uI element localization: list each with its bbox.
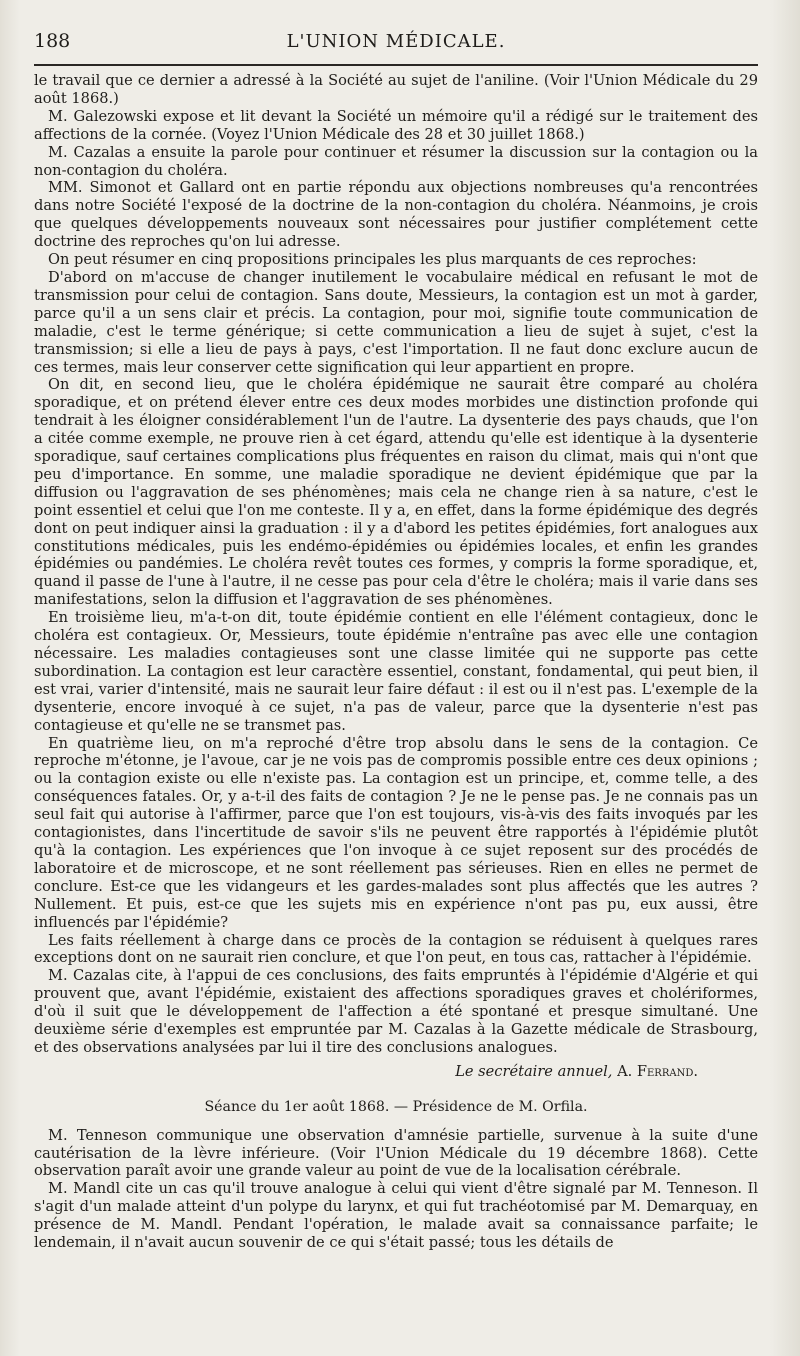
paragraph: Les faits réellement à charge dans ce procès de la contagion se réduisent à quelques rares exceptions dont on ne saurait rien conclure, et que l'on peut, en tous cas, rattacher à l'épidémie. <box>34 931 758 967</box>
paragraph: On dit, en second lieu, que le choléra épidémique ne saurait être comparé au choléra sporadique, et on prétend élever entre ces deux modes morbides une distinction profonde qui tendrait à les éloigner considérablement l'un de l'autre. La dysenterie des pays chauds, que l'on a citée comme exemple, ne prouve rien à cet égard, attendu qu'elle est identique à la dysenterie sporadique, sauf certaines complications plus fréquentes en raison du climat, mais qui n'ont que peu d'importance. En somme, une maladie sporadique ne devient épidémique que par la diffusion ou l'aggravation de ses phénomènes; mais cela ne change rien à sa nature, c'est le point essentiel et celui que l'on me conteste. Il y a, en effet, dans la forme épidémique des degrés dont on peut indiquer ainsi la graduation : il y a d'abord les petites épidémies, fort analogues aux constitutions médicales, puis les endémo-épidémies ou épidémies locales, et enfin les grandes épidémies ou pandémies. Le choléra revêt toutes ces formes, y compris la forme sporadique, et, quand il passe de l'une à l'autre, il ne cesse pas pour cela d'être le choléra; mais il varie dans ses manifestations, selon la diffusion et l'aggravation de ses phénomènes. <box>34 376 758 609</box>
session-heading: Séance du 1er août 1868. — Présidence de M. Orfila. <box>204 1098 588 1115</box>
paragraph: MM. Simonot et Gallard ont en partie répondu aux objections nombreuses qu'a rencontrées dans notre Société l'exposé de la doctrine de la non-contagion du choléra. Néanmoins, je crois que quelques développements nouveaux sont nécessaires pour justifier complétement cette doctrine des reproches qu'on lui adresse. <box>34 179 758 251</box>
header-rule <box>34 64 758 66</box>
paragraph: le travail que ce dernier a adressé à la Société au sujet de l'aniline. (Voir l'Union Médicale du 29 août 1868.) <box>34 72 758 107</box>
paragraph: On peut résumer en cinq propositions principales les plus marquants de ces reproches: <box>48 251 697 269</box>
signature <box>34 1063 758 1081</box>
running-title: L'UNION MÉDICALE. <box>286 31 506 52</box>
signature-role: Le secrétaire annuel, <box>455 1062 613 1080</box>
page-number: 188 <box>34 30 71 52</box>
paragraph: M. Cazalas a ensuite la parole pour continuer et résumer la discussion sur la contagion ou la non-contagion du choléra. <box>34 143 758 179</box>
paragraph: M. Tenneson communique une observation d'amnésie partielle, survenue à la suite d'une cautérisation de la lèvre inférieure. (Voir l'Union Médicale du 19 décembre 1868). Cette observation paraît avoir une grande valeur au point de vue de la localisation cérébrale. <box>34 1126 758 1180</box>
paragraph: D'abord on m'accuse de changer inutilement le vocabulaire médical en refusant le mot de transmission pour celui de contagion. Sans doute, Messieurs, la contagion est un mot à garder, parce qu'il a un sens clair et précis. La contagion, pour moi, signifie toute communication de maladie, c'est le terme générique; si cette communication a lieu de sujet à sujet, c'est la transmission; si elle a lieu de pays à pays, c'est l'importation. Il ne faut donc exclure aucun de ces termes, mais leur conserver cette signification qui leur appartient en propre. <box>34 268 758 376</box>
paragraph: M. Cazalas cite, à l'appui de ces conclusions, des faits empruntés à l'épidémie d'Algérie et qui prouvent que, avant l'épidémie, existaient des affections sporadiques graves et cholériformes, d'où il suit que le développement de l'affection a été spontané et presque simultané. Une deuxième série d'exemples est empruntée par M. Cazalas à la Gazette médicale de Strasbourg, et des observations analysées par lui il tire des conclusions analogues. <box>34 967 758 1056</box>
page-header <box>34 30 758 60</box>
body-text <box>34 72 758 1252</box>
signature-name: A. Ferrand. <box>617 1062 698 1080</box>
paragraph: En quatrième lieu, on m'a reproché d'être trop absolu dans le sens de la contagion. Ce reproche m'étonne, je l'avoue, car je ne vois pas de compromis possible entre ces deux opinions ; ou la contagion existe ou elle n'existe pas. La contagion est un principe, et, comme telle, a des conséquences fatales. Or, y a-t-il des faits de contagion ? Je ne le pense pas. Je ne connais pas un seul fait qui autorise à l'affirmer, parce que l'on est toujours, vis-à-vis des faits invoqués par les contagionistes, dans l'incertitude de savoir s'ils ne peuvent être rapportés à l'épidémie plutôt qu'à la contagion. Les expériences que l'on invoque à ce sujet reposent sur des procédés de laboratoire et de microscope, et ne sont réellement pas sérieuses. Rien en elles ne permet de conclure. Est-ce que les vidangeurs et les gardes-malades sont plus affectés que les autres ? Nullement. Et puis, est-ce que les sujets mis en expérience n'ont pas pu, eux aussi, être influencés par l'épidémie? <box>34 734 758 931</box>
paragraph: M. Mandl cite un cas qu'il trouve analogue à celui qui vient d'être signalé par M. Tenneson. Il s'agit d'un malade atteint d'un polype du larynx, et qui fut trachéotomisé par M. Demarquay, en présence de M. Mandl. Pendant l'opération, le malade avait sa connaissance parfaite; le lendemain, il n'avait aucun souvenir de ce qui s'était passé; tous les détails de <box>34 1180 758 1252</box>
paragraph: M. Galezowski expose et lit devant la Société un mémoire qu'il a rédigé sur le traitement des affections de la cornée. (Voyez l'Union Médicale des 28 et 30 juillet 1868.) <box>34 107 758 143</box>
paragraph: En troisième lieu, m'a-t-on dit, toute épidémie contient en elle l'élément contagieux, donc le choléra est contagieux. Or, Messieurs, toute épidémie n'entraîne pas avec elle une contagion nécessaire. Les maladies contagieuses sont une classe limitée qui ne supporte pas cette subordination. La contagion est leur caractère essentiel, constant, fondamental, qui peut bien, il est vrai, varier d'intensité, mais ne saurait leur faire défaut : il est ou il n'est pas. L'exemple de la dysenterie, encore invoqué à ce sujet, n'a pas de valeur, parce que la dysenterie n'est pas contagieuse et qu'elle ne se transmet pas. <box>34 609 758 734</box>
